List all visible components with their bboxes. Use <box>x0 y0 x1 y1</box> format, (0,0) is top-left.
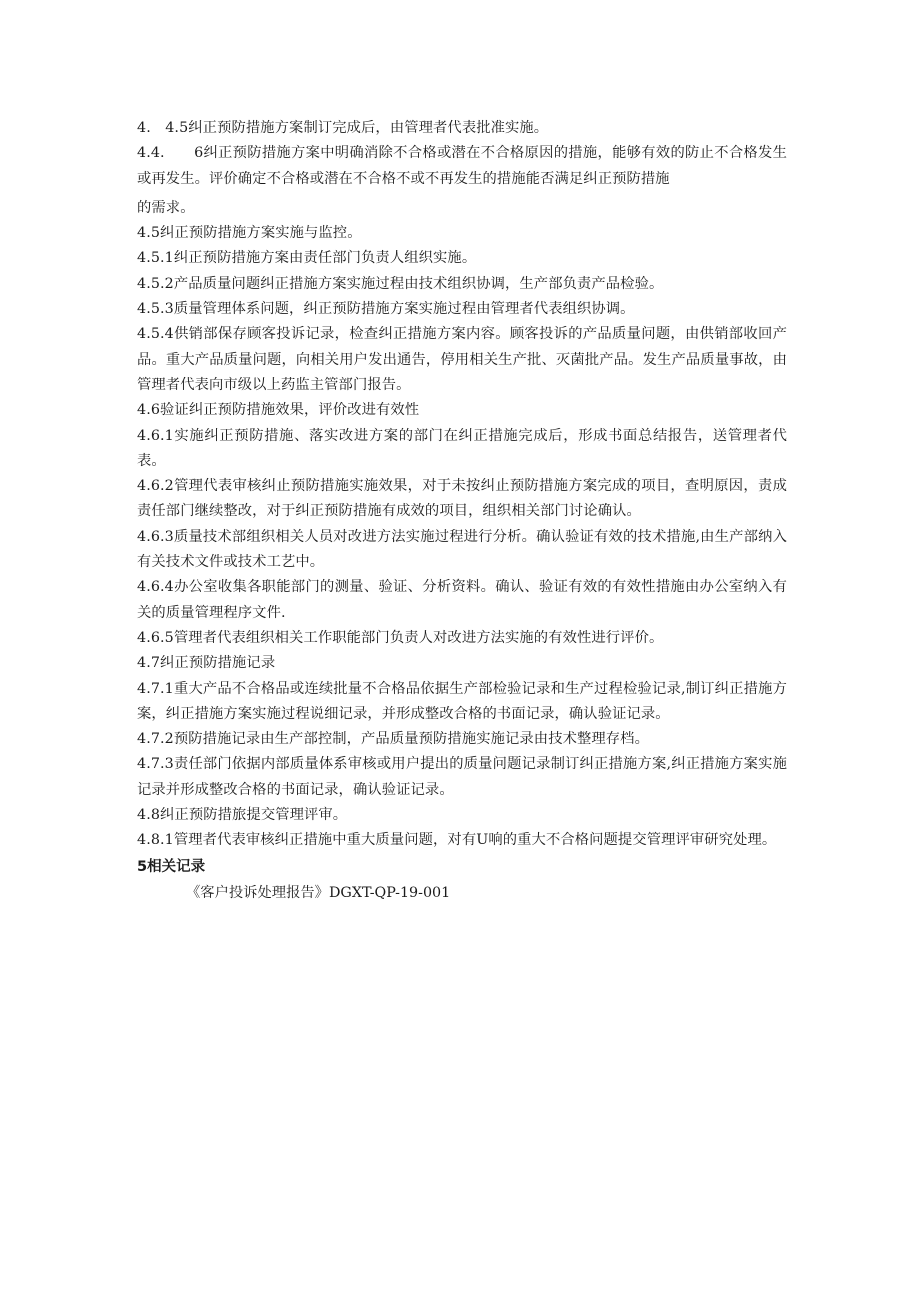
paragraph-4-6-2: 4.6.2管理代表审核纠止预防措施实施效果，对于未按纠止预防措施方案完成的项目，查明原因，责成责任部门继续整改，对于纠正预防措施有成效的项目，组织相关部门讨论确认。 <box>137 478 787 520</box>
paragraph-4-5-4: 4.5.4供销部保存顾客投诉记录，检查纠正措施方案内容。顾客投诉的产品质量问题，由供销部收回产品。重大产品质量问题，向相关用户发出通告，停用相关生产批、灭菌批产品。发生产品质量事故，由管理者代表向市级以上药监主管部门报告。 <box>137 326 787 393</box>
paragraph-4-7-1: 4.7.1重大产品不合格品或连续批量不合格品依据生产部检验记录和生产过程检验记录,制订纠正措施方案，纠正措施方案实施过程说细记录，并形成整改合格的书面记录，确认验证记录。 <box>137 680 787 722</box>
paragraph-4-5-1: 4.5.1纠正预防措施方案由责任部门负责人组织实施。 <box>137 250 477 267</box>
paragraph-4-6-5: 4.6.5管理者代表组织相关工作职能部门负责人对改进方法实施的有效性进行评价。 <box>137 629 664 646</box>
paragraph-4-5: 4.5纠正预防措施方案实施与监控。 <box>137 225 362 242</box>
paragraph-4-7: 4.7纠正预防措施记录 <box>137 655 276 672</box>
paragraph-4-8-1: 4.8.1管理者代表审核纠正措施中重大质量问题，对有U响的重大不合格问题提交管理评审研究处理。 <box>137 832 777 849</box>
document-body <box>137 116 787 906</box>
paragraph-4-6-3: 4.6.3质量技术部组织相关人员对改进方法实施过程进行分析。确认验证有效的技术措施,由生产部纳入有关技术文件或技术工艺中。 <box>137 528 787 571</box>
paragraph-4-7-2: 4.7.2预防措施记录由生产部控制，产品质量预防措施实施记录由技术整理存档。 <box>137 731 649 748</box>
record-item: 《客户投诉处理报告》DGXT-QP-19-001 <box>186 884 451 901</box>
paragraph-4-5-2: 4.5.2产品质量问题纠正措施方案实施过程由技术组织协调，生产部负责产品检验。 <box>137 275 664 292</box>
paragraph-4-7-3: 4.7.3责任部门依据内部质量体系审核或用户提出的质量问题记录制订纠正措施方案,纠正措施方案实施记录并形成整改合格的书面记录，确认验证记录。 <box>137 756 787 798</box>
paragraph-4-6-1: 4.6.1实施纠正预防措施、落实改进方案的部门在纠正措施完成后，形成书面总结报告，送管理者代表。 <box>137 427 787 469</box>
paragraph-4-4-6: 4.4. 6纠正预防措施方案中明确消除不合格或潜在不合格原因的措施，能够有效的防止不合格发生或再发生。评价确定不合格或潜在不合格不或不再发生的措施能否满足纠正预防措施 <box>137 145 787 187</box>
section-heading-related-records: 5相关记录 <box>137 858 206 875</box>
paragraph-4-4-5: 4. 4.5纠正预防措施方案制订完成后，由管理者代表批准实施。 <box>137 120 549 136</box>
paragraph-4-5-3: 4.5.3质量管理体系问题，纠正预防措施方案实施过程由管理者代表组织协调。 <box>137 301 635 318</box>
paragraph-4-8: 4.8纠正预防措旅提交管理评审。 <box>137 807 348 824</box>
paragraph-4-6: 4.6验证纠正预防措施效果，评价改进有效性 <box>137 402 420 419</box>
paragraph-4-4-6-continued: 的需求。 <box>137 199 195 216</box>
paragraph-4-6-4: 4.6.4办公室收集各职能部门的测量、验证、分析资料。确认、验证有效的有效性措施由办公室纳入有关的质量管理程序文件. <box>137 579 787 621</box>
